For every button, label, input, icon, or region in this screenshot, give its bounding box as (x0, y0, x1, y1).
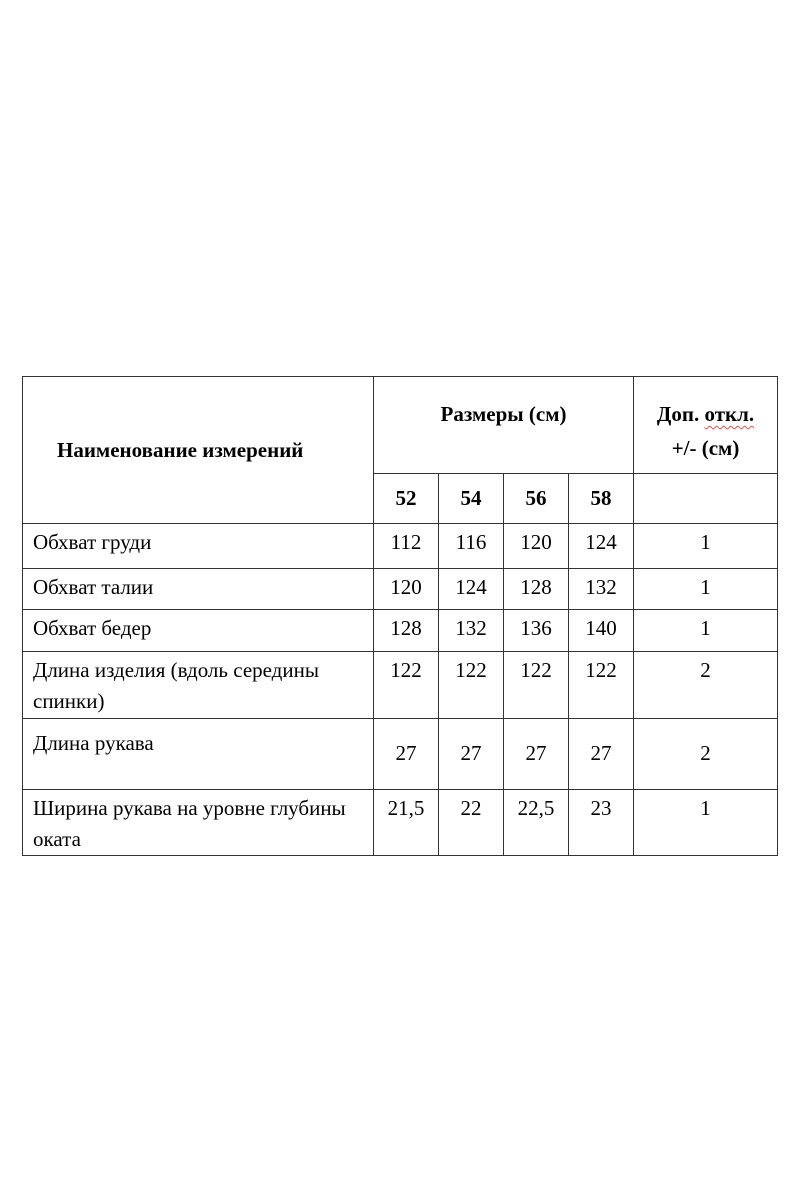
table-row (23, 790, 778, 856)
tolerance-value: 2 (634, 719, 778, 790)
measurement-name-header: Наименование измерений (23, 377, 374, 524)
size-header-cell: 56 (504, 474, 569, 524)
measurement-value: 23 (569, 790, 634, 856)
tolerance-header-empty-cell (634, 474, 778, 524)
measurement-value: 128 (374, 610, 439, 652)
size-chart-table (22, 376, 778, 856)
measurement-value: 120 (504, 524, 569, 569)
measurement-value: 27 (504, 719, 569, 790)
tolerance-header (634, 377, 778, 474)
measurement-value: 22,5 (504, 790, 569, 856)
measurement-value: 120 (374, 569, 439, 610)
sizes-header: Размеры (см) (374, 377, 634, 474)
measurement-name: Обхват бедер (23, 610, 374, 652)
measurement-value: 140 (569, 610, 634, 652)
measurement-value: 128 (504, 569, 569, 610)
measurement-value: 136 (504, 610, 569, 652)
measurement-value: 122 (569, 652, 634, 719)
tolerance-value: 1 (634, 569, 778, 610)
measurement-value: 27 (569, 719, 634, 790)
tolerance-value: 1 (634, 524, 778, 569)
measurement-name: Длина рукава (23, 719, 374, 790)
tolerance-value: 1 (634, 790, 778, 856)
size-header-cell: 52 (374, 474, 439, 524)
table-row (23, 719, 778, 790)
measurement-value: 132 (439, 610, 504, 652)
measurement-value: 27 (439, 719, 504, 790)
measurement-name: Ширина рукава на уровне глубины оката (23, 790, 374, 856)
size-header-cell: 58 (569, 474, 634, 524)
measurement-value: 21,5 (374, 790, 439, 856)
header-row-top (23, 377, 778, 474)
measurement-value: 27 (374, 719, 439, 790)
measurement-value: 112 (374, 524, 439, 569)
table-row (23, 610, 778, 652)
measurement-value: 122 (439, 652, 504, 719)
measurement-value: 132 (569, 569, 634, 610)
tolerance-header-suffix: +/- (см) (671, 436, 740, 460)
table-row (23, 524, 778, 569)
measurement-value: 122 (374, 652, 439, 719)
measurement-name: Обхват груди (23, 524, 374, 569)
measurement-value: 124 (569, 524, 634, 569)
table-row (23, 652, 778, 719)
tolerance-header-word: откл. (704, 402, 755, 426)
measurement-value: 116 (439, 524, 504, 569)
measurement-value: 122 (504, 652, 569, 719)
table-row (23, 569, 778, 610)
tolerance-value: 1 (634, 610, 778, 652)
measurement-name: Обхват талии (23, 569, 374, 610)
measurement-value: 124 (439, 569, 504, 610)
measurement-name: Длина изделия (вдоль середины спинки) (23, 652, 374, 719)
measurement-value: 22 (439, 790, 504, 856)
tolerance-header-prefix: Доп. (656, 402, 705, 426)
size-header-cell: 54 (439, 474, 504, 524)
tolerance-value: 2 (634, 652, 778, 719)
